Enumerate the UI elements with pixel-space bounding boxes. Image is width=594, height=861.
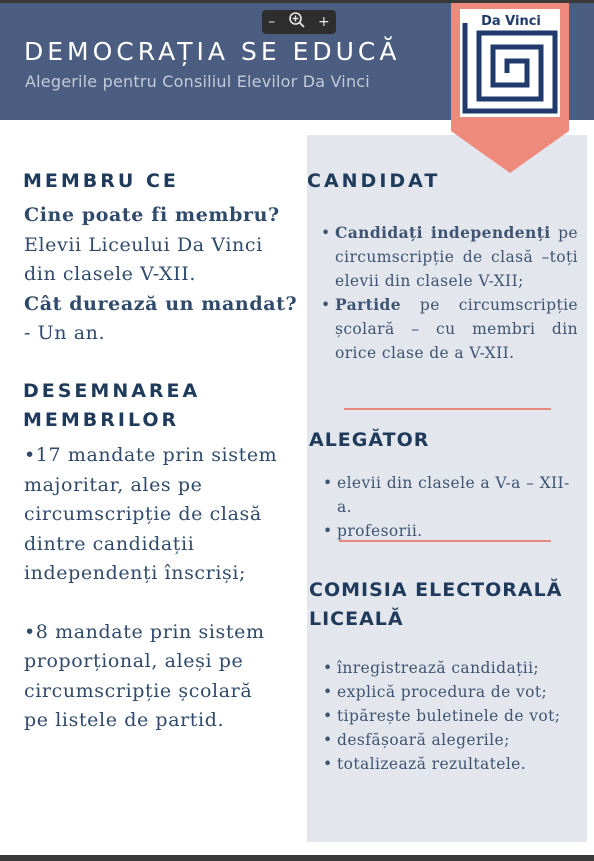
item-text: pe circumscripție de clasă –toți elevii din clasele V-XII; xyxy=(335,224,579,290)
list-item: • desfășoară alegerile; xyxy=(323,728,577,752)
zoom-in-icon[interactable] xyxy=(288,11,306,33)
heading-alegator: ALEGĂTOR xyxy=(309,429,430,451)
divider xyxy=(344,408,551,410)
candidat-list xyxy=(321,221,578,365)
list-item: • înregistrează candidații; xyxy=(323,656,577,680)
heading-comisia-1: COMISIA ELECTORALĂ xyxy=(309,579,563,601)
p1-line: circumscripție de clasă xyxy=(24,503,262,525)
logo-ribbon xyxy=(451,3,569,173)
item-bold: Candidați independenți xyxy=(335,223,551,242)
list-item: • totalizează rezultatele. xyxy=(323,752,577,776)
p1-line: dintre candidații xyxy=(24,532,195,555)
p2-line: pe listele de partid. xyxy=(24,709,225,731)
answer-duration: - Un an. xyxy=(24,322,106,344)
item-bold: Partide xyxy=(335,295,401,314)
p1-line: independenți înscriși; xyxy=(24,562,247,584)
list-item: • explică procedura de vot; xyxy=(323,680,577,704)
heading-desemnarea-2: MEMBRILOR xyxy=(23,409,180,431)
heading-membru-ce: MEMBRU CE xyxy=(23,170,179,192)
page-subtitle: Alegerile pentru Consiliul Elevilor Da Vinci xyxy=(25,72,370,91)
p2-line: circumscripție școlară xyxy=(24,679,253,702)
list-item xyxy=(321,221,578,293)
heading-candidat: CANDIDAT xyxy=(307,170,441,192)
heading-comisia-2: LICEALĂ xyxy=(309,608,404,630)
list-item xyxy=(321,293,578,365)
list-item: • elevii din clasele a V-a – XII-a. xyxy=(323,471,578,519)
list-item: • tipărește buletinele de vot; xyxy=(323,704,577,728)
p1-line: majoritar, ales pe xyxy=(24,473,203,496)
list-item: • profesorii. xyxy=(323,519,578,543)
divider xyxy=(339,540,551,542)
answer-who-line2: din clasele V-XII. xyxy=(24,263,197,285)
comisia-list xyxy=(323,656,577,776)
designation-text xyxy=(24,441,277,736)
p2-line: proporțional, aleși pe xyxy=(24,650,244,672)
heading-desemnarea-1: DESEMNAREA xyxy=(23,380,201,402)
alegator-list xyxy=(323,471,578,543)
p2-line: •8 mandate prin sistem xyxy=(24,620,265,643)
zoom-in-button[interactable]: + xyxy=(318,14,330,30)
p1-line: •17 mandate prin sistem xyxy=(24,444,278,466)
page-title: DEMOCRAȚIA SE EDUCĂ xyxy=(24,37,401,66)
item-text: pe circumscripție școlară – cu membri din orice clase de a V-XII. xyxy=(335,296,578,362)
question-who: Cine poate fi membru? xyxy=(24,204,280,226)
answer-who-line1: Elevii Liceului Da Vinci xyxy=(24,233,263,256)
question-duration: Cât durează un mandat? xyxy=(24,292,298,315)
bottom-border xyxy=(0,855,594,861)
zoom-toolbar xyxy=(262,10,336,34)
zoom-out-button[interactable]: – xyxy=(268,14,276,30)
logo-text: Da Vinci xyxy=(481,14,541,29)
membership-text xyxy=(24,201,297,349)
